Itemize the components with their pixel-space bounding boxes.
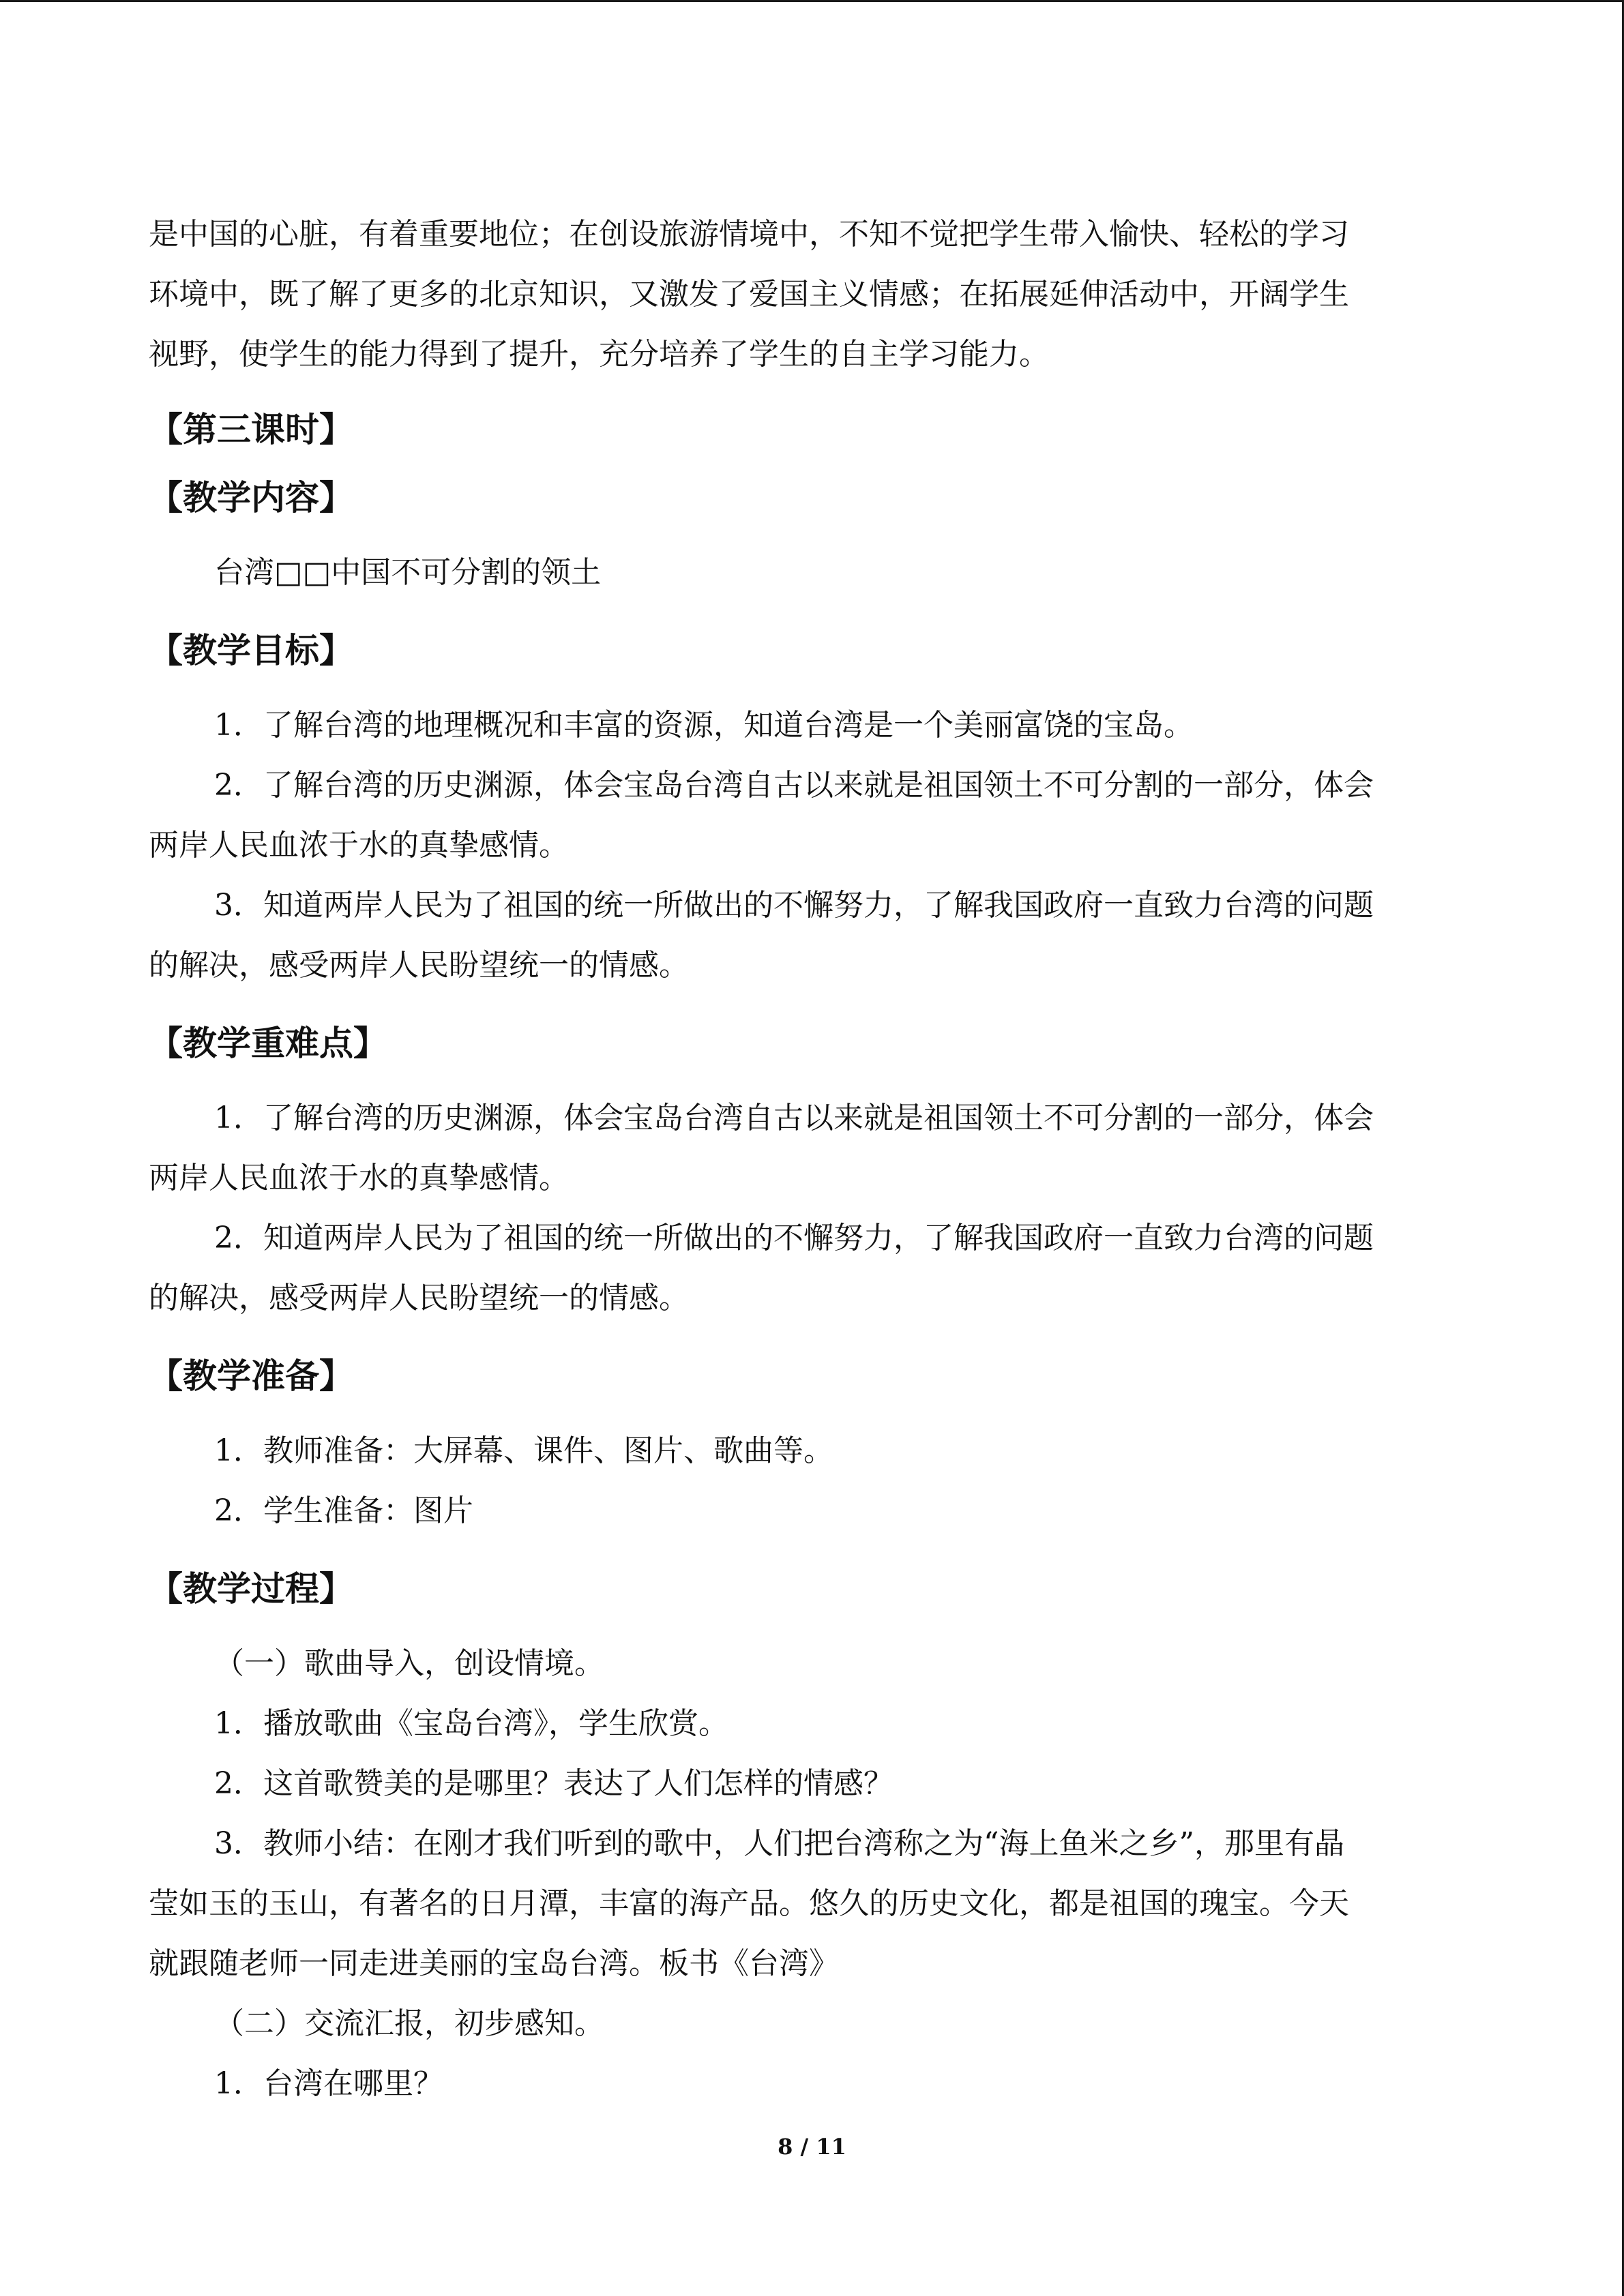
goal-item: 2．了解台湾的历史渊源，体会宝岛台湾自古以来就是祖国领土不可分割的一部分，体会 <box>214 768 1374 803</box>
process-step: 3．教师小结：在刚才我们听到的歌中，人们把台湾称之为“海上鱼米之乡”，那里有晶 <box>214 1826 1344 1861</box>
process-step-continued: 就跟随老师一同走进美丽的宝岛台湾。板书《台湾》 <box>149 1946 839 1981</box>
process-step: 1．台湾在哪里？ <box>214 2066 443 2101</box>
content-heading: 【教学内容】 <box>149 478 353 518</box>
process-step: （二）交流汇报，初步感知。 <box>214 2006 604 2041</box>
intro-line: 视野，使学生的能力得到了提升，充分培养了学生的自主学习能力。 <box>149 337 1049 372</box>
key-point-item-continued: 的解决，感受两岸人民盼望统一的情感。 <box>149 1281 689 1315</box>
key-points-heading: 【教学重难点】 <box>149 1024 387 1063</box>
document-body <box>149 205 1465 2114</box>
goals-heading: 【教学目标】 <box>149 631 353 670</box>
goal-item: 1．了解台湾的地理概况和丰富的资源，知道台湾是一个美丽富饶的宝岛。 <box>214 708 1194 743</box>
page-number: 8 / 11 <box>778 2134 846 2160</box>
intro-line: 是中国的心脏，有着重要地位；在创设旅游情境中，不知不觉把学生带入愉快、轻松的学习 <box>149 217 1349 252</box>
key-point-item-continued: 两岸人民血浓于水的真挚感情。 <box>149 1161 569 1195</box>
goal-item: 3．知道两岸人民为了祖国的统一所做出的不懈努力，了解我国政府一直致力台湾的问题 <box>214 888 1374 923</box>
goal-item-continued: 两岸人民血浓于水的真挚感情。 <box>149 828 569 863</box>
process-step-continued: 莹如玉的玉山，有著名的日月潭，丰富的海产品。悠久的历史文化，都是祖国的瑰宝。今天 <box>149 1886 1349 1921</box>
intro-line: 环境中，既了解了更多的北京知识，又激发了爱国主义情感；在拓展延伸活动中，开阔学生 <box>149 277 1349 312</box>
process-step: 1．播放歌曲《宝岛台湾》，学生欣赏。 <box>214 1706 728 1741</box>
process-step: 2．这首歌赞美的是哪里？表达了人们怎样的情感？ <box>214 1766 894 1801</box>
preparation-item: 1．教师准备：大屏幕、课件、图片、歌曲等。 <box>214 1433 833 1468</box>
preparation-item: 2．学生准备：图片 <box>214 1493 473 1528</box>
key-point-item: 1．了解台湾的历史渊源，体会宝岛台湾自古以来就是祖国领土不可分割的一部分，体会 <box>214 1101 1374 1135</box>
process-heading: 【教学过程】 <box>149 1569 353 1609</box>
process-step: （一）歌曲导入，创设情境。 <box>214 1646 604 1681</box>
key-point-item: 2．知道两岸人民为了祖国的统一所做出的不懈努力，了解我国政府一直致力台湾的问题 <box>214 1221 1374 1255</box>
lesson-heading: 【第三课时】 <box>149 410 353 449</box>
preparation-heading: 【教学准备】 <box>149 1356 353 1396</box>
goal-item-continued: 的解决，感受两岸人民盼望统一的情感。 <box>149 948 689 983</box>
top-border <box>0 0 1624 2</box>
content-text: 台湾□□中国不可分割的领土 <box>214 555 602 590</box>
